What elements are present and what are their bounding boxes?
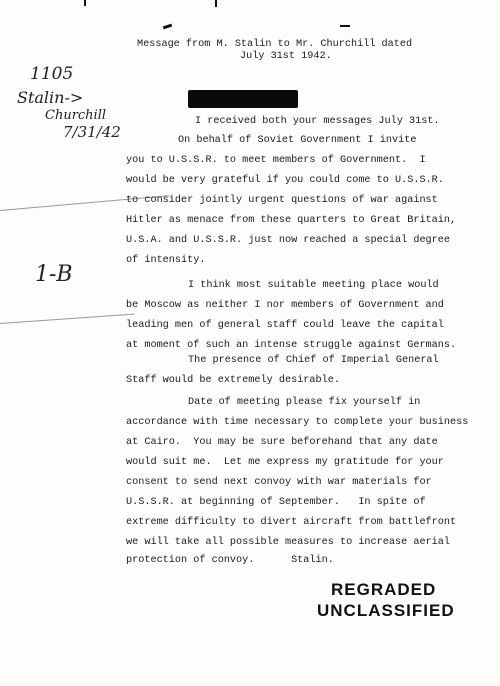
body-line-12: at moment of such an intense struggle against Germans. [126, 340, 457, 351]
body-line-11: leading men of general staff could leave the capital [126, 320, 444, 331]
margin-note-recipient: Churchill [45, 108, 107, 123]
body-line-14: Staff would be extremely desirable. [126, 375, 340, 386]
punch-mark-right [340, 25, 350, 27]
redaction-bar [188, 90, 298, 108]
body-line-7: U.S.A. and U.S.S.R. just now reached a special degree [126, 235, 451, 246]
body-line-13: The presence of Chief of Imperial General [188, 355, 439, 366]
regraded-stamp-line-1: REGRADED [331, 580, 437, 599]
regraded-stamp-line-2: UNCLASSIFIED [317, 601, 455, 620]
body-line-15: Date of meeting please fix yourself in [188, 397, 421, 408]
margin-note-folder-mark: 1-B [35, 262, 73, 287]
body-line-22: we will take all possible measures to increase aerial [126, 537, 451, 548]
document-title-line-1: Message from M. Stalin to Mr. Churchill dated [137, 39, 413, 50]
scan-mark-top-left [84, 0, 86, 6]
body-line-23: protection of convoy. Stalin. [126, 555, 334, 566]
margin-note-date: 7/31/42 [63, 123, 121, 141]
body-line-9: I think most suitable meeting place would [188, 280, 439, 291]
body-line-16: accordance with time necessary to complete your business [126, 417, 469, 428]
body-line-1: I received both your messages July 31st. [195, 116, 440, 127]
body-line-20: U.S.S.R. at beginning of September. In spite of [126, 497, 426, 508]
body-line-19: consent to send next convoy with war materials for [126, 477, 432, 488]
body-line-2: On behalf of Soviet Government I invite [178, 135, 417, 146]
body-line-5: to consider jointly urgent questions of war against [126, 195, 438, 206]
scan-mark-top-right [215, 0, 217, 7]
margin-note-file-number: 1105 [30, 64, 74, 84]
body-line-21: extreme difficulty to divert aircraft from battlefront [126, 517, 457, 528]
body-line-18: would suit me. Let me express my gratitude for your [126, 457, 444, 468]
margin-note-from: Stalin-> [17, 88, 84, 107]
punch-mark-left [163, 24, 172, 30]
body-line-17: at Cairo. You may be sure beforehand that any date [126, 437, 438, 448]
body-line-10: be Moscow as neither I nor members of Government and [126, 300, 444, 311]
scan-line-left-lower [0, 314, 135, 324]
body-line-4: would be very grateful if you could come to U.S.S.R. [126, 175, 444, 186]
body-line-3: you to U.S.S.R. to meet members of Government. I [126, 155, 426, 166]
body-line-8: of intensity. [126, 255, 206, 266]
body-line-6: Hitler as menace from these quarters to Great Britain, [126, 215, 457, 226]
document-title-line-2: July 31st 1942. [240, 51, 332, 62]
